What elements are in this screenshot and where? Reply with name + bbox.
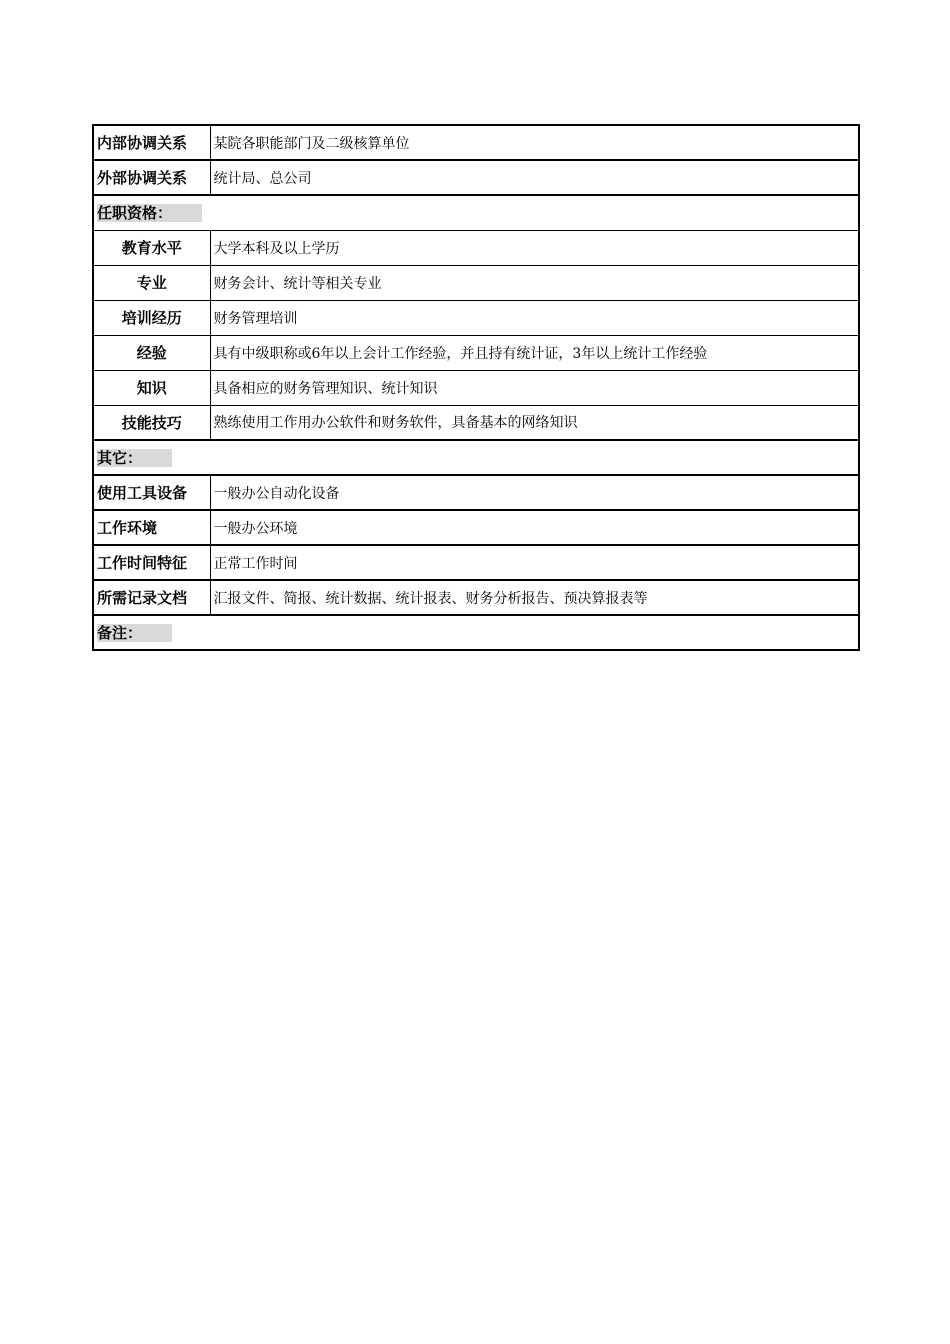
- internal-coordination-label: 内部协调关系: [93, 125, 210, 160]
- table-row: [93, 265, 859, 300]
- documents-label: 所需记录文档: [93, 580, 210, 615]
- documents-value: 汇报文件、简报、统计数据、统计报表、财务分析报告、预决算报表等: [210, 580, 859, 615]
- qualifications-title: 任职资格：: [97, 204, 202, 222]
- other-title: 其它：: [97, 449, 172, 467]
- qualifications-section: [93, 195, 859, 230]
- table-row: [93, 405, 859, 440]
- environment-label: 工作环境: [93, 510, 210, 545]
- table-row: [93, 335, 859, 370]
- skills-label: 技能技巧: [93, 405, 210, 440]
- section-row: [93, 440, 859, 475]
- section-row: [93, 195, 859, 230]
- table-row: [93, 230, 859, 265]
- table-row: [93, 510, 859, 545]
- education-value: 大学本科及以上学历: [210, 230, 859, 265]
- table-row: [93, 160, 859, 195]
- major-value: 财务会计、统计等相关专业: [210, 265, 859, 300]
- skills-value: 熟练使用工作用办公软件和财务软件，具备基本的网络知识: [210, 405, 859, 440]
- table-row: [93, 580, 859, 615]
- worktime-label: 工作时间特征: [93, 545, 210, 580]
- remarks-section: [93, 615, 859, 650]
- tools-label: 使用工具设备: [93, 475, 210, 510]
- training-value: 财务管理培训: [210, 300, 859, 335]
- environment-value: 一般办公环境: [210, 510, 859, 545]
- other-section: [93, 440, 859, 475]
- tools-value: 一般办公自动化设备: [210, 475, 859, 510]
- remarks-title: 备注：: [97, 624, 172, 642]
- job-description-table: [92, 124, 860, 651]
- internal-coordination-value: 某院各职能部门及二级核算单位: [210, 125, 859, 160]
- table-row: [93, 545, 859, 580]
- external-coordination-value: 统计局、总公司: [210, 160, 859, 195]
- training-label: 培训经历: [93, 300, 210, 335]
- education-label: 教育水平: [93, 230, 210, 265]
- experience-label: 经验: [93, 335, 210, 370]
- major-label: 专业: [93, 265, 210, 300]
- worktime-value: 正常工作时间: [210, 545, 859, 580]
- table-row: [93, 300, 859, 335]
- table-row: [93, 125, 859, 160]
- knowledge-value: 具备相应的财务管理知识、统计知识: [210, 370, 859, 405]
- section-row: [93, 615, 859, 650]
- experience-value: 具有中级职称或6年以上会计工作经验，并且持有统计证，3年以上统计工作经验: [210, 335, 859, 370]
- table-row: [93, 475, 859, 510]
- knowledge-label: 知识: [93, 370, 210, 405]
- external-coordination-label: 外部协调关系: [93, 160, 210, 195]
- table-row: [93, 370, 859, 405]
